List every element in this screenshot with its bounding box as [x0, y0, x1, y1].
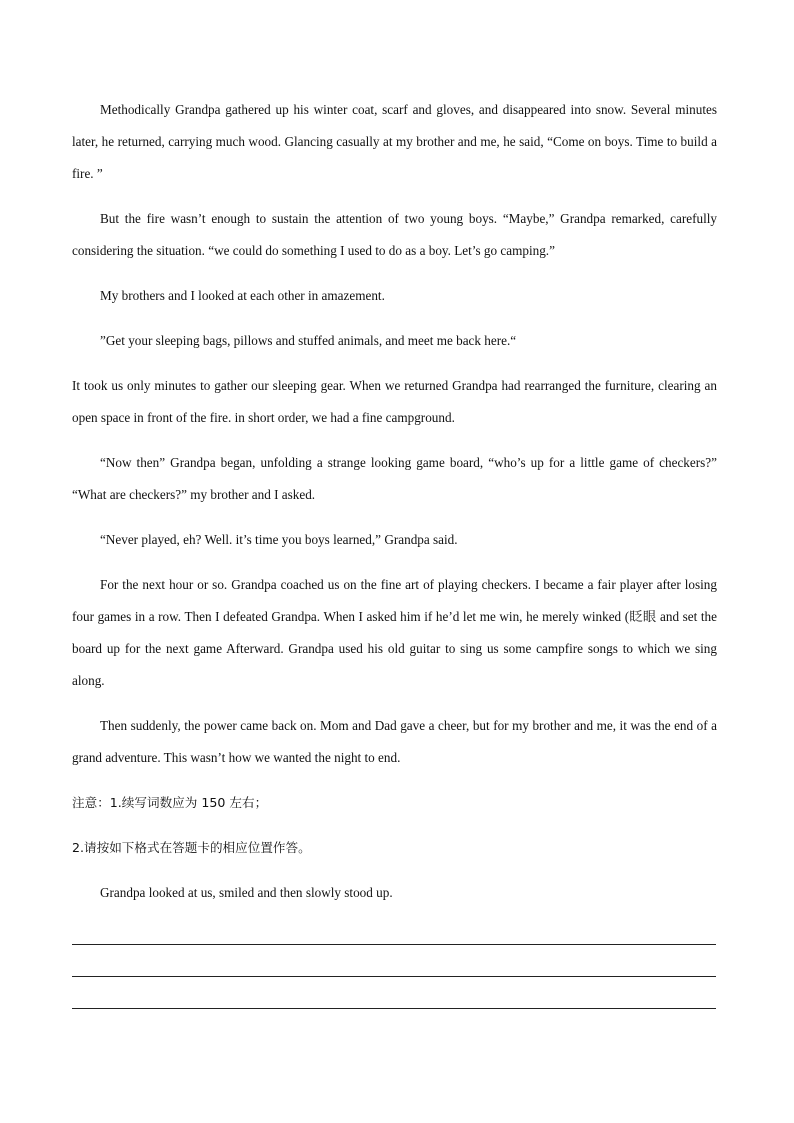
story-paragraph-2: But the fire wasn’t enough to sustain the attention of two young boys. “Maybe,” Grandpa remarked, carefully considering the situation. “we could do something I used to do as a boy. Let’s go camping.” — [72, 211, 717, 258]
writing-note-2: 2.请按如下格式在答题卡的相应位置作答。 — [72, 840, 311, 855]
story-paragraph-6: “Now then” Grandpa began, unfolding a strange looking game board, “who’s up for a little game of checkers?” “What are checkers?” my brother and I asked. — [72, 455, 717, 502]
story-paragraph-8: For the next hour or so. Grandpa coached us on the fine art of playing checkers. I became a fair player after losing four games in a row. Then I defeated Grandpa. When I asked him if he’d let me win, he merely winked (眨眼 and set the board up for the next game Afterward. Grandpa used his old guitar to sing us some campfire songs to which we sing along. — [72, 577, 717, 688]
story-paragraph-3: My brothers and I looked at each other in amazement. — [100, 288, 385, 303]
story-paragraph-9: Then suddenly, the power came back on. Mom and Dad gave a cheer, but for my brother and me, it was the end of a grand adventure. This wasn’t how we wanted the night to end. — [72, 718, 717, 765]
answer-line-1 — [72, 944, 716, 945]
writing-note-1: 注意：1.续写词数应为 150 左右； — [72, 795, 268, 810]
story-paragraph-7: “Never played, eh? Well. it’s time you boys learned,” Grandpa said. — [100, 532, 458, 547]
story-paragraph-4: ”Get your sleeping bags, pillows and stuffed animals, and meet me back here.“ — [100, 333, 517, 348]
continuation-prompt: Grandpa looked at us, smiled and then slowly stood up. — [100, 885, 393, 900]
answer-line-3 — [72, 1008, 716, 1009]
story-paragraph-1: Methodically Grandpa gathered up his winter coat, scarf and gloves, and disappeared into snow. Several minutes later, he returned, carrying much wood. Glancing casually at my brother and me, he said, “Come on boys. Time to build a fire. ” — [72, 102, 717, 181]
answer-line-2 — [72, 976, 716, 977]
story-paragraph-5: It took us only minutes to gather our sleeping gear. When we returned Grandpa had rearranged the furniture, clearing an open space in front of the fire. in short order, we had a fine campground. — [72, 378, 717, 425]
